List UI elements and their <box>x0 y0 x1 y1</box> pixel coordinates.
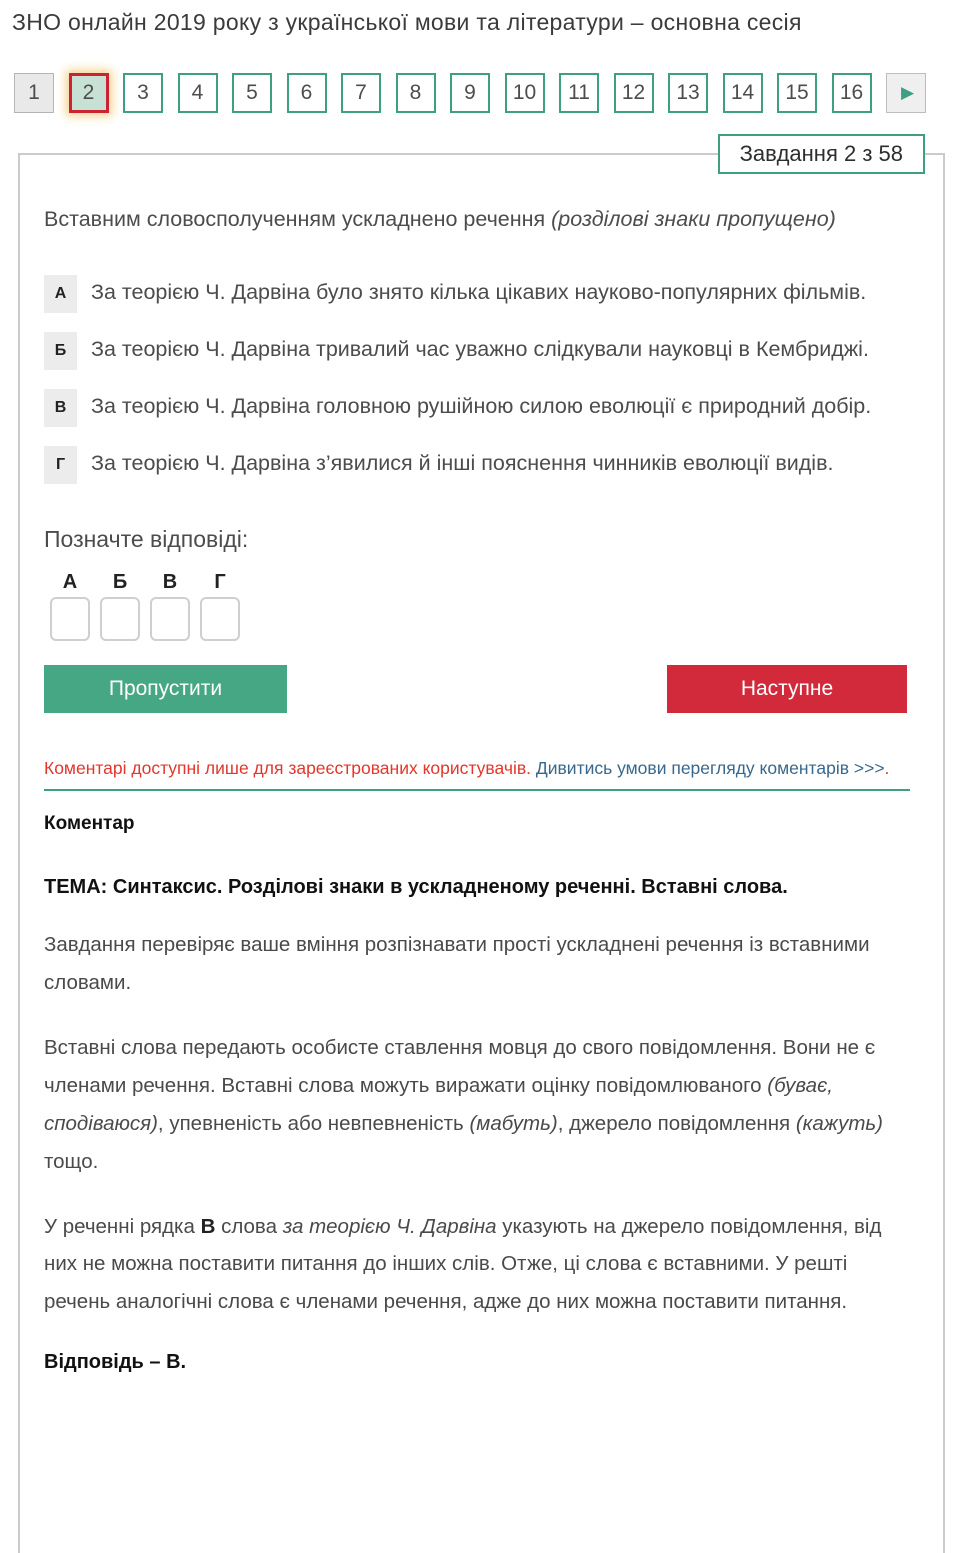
option-b <box>44 332 919 370</box>
tab-5[interactable]: 5 <box>232 73 272 113</box>
tab-4[interactable]: 4 <box>178 73 218 113</box>
next-button[interactable]: Наступне <box>667 665 907 713</box>
option-a-letter-badge: А <box>44 275 77 313</box>
option-v-text: За теорією Ч. Дарвіна головною рушійною силою еволюції є природний добір. <box>91 394 872 419</box>
comments-notice <box>44 757 910 791</box>
tab-9[interactable]: 9 <box>450 73 490 113</box>
checkbox-g[interactable] <box>200 597 240 641</box>
comments-restricted-text: Коментарі доступні лише для зареєстрованих користувачів. <box>44 758 536 779</box>
comment-paragraph-1: Завдання перевіряє ваше вміння розпізнавати прості ускладнені речення із вставними словами. <box>44 933 870 994</box>
options-list <box>44 275 919 484</box>
tab-6[interactable]: 6 <box>287 73 327 113</box>
option-a <box>44 275 919 313</box>
action-buttons <box>44 665 907 713</box>
checkbox-b[interactable] <box>100 597 140 641</box>
tab-13[interactable]: 13 <box>668 73 708 113</box>
tab-2-active[interactable]: 2 <box>69 73 109 113</box>
tab-1[interactable]: 1 <box>14 73 54 113</box>
next-page-arrow-icon[interactable]: ▶ <box>886 73 926 113</box>
option-v <box>44 389 919 427</box>
mark-answers-label: Позначте відповіді: <box>44 526 249 553</box>
tab-11[interactable]: 11 <box>559 73 599 113</box>
comments-terms-link[interactable]: Дивитись умови перегляду коментарів >>> <box>535 758 885 779</box>
answer-line: Відповідь – В. <box>44 1351 187 1374</box>
checkbox-v[interactable] <box>150 597 190 641</box>
choice-letter-row <box>50 571 919 594</box>
option-b-letter-badge: Б <box>44 332 77 370</box>
tab-12[interactable]: 12 <box>614 73 654 113</box>
tab-3[interactable]: 3 <box>123 73 163 113</box>
comment-paragraph-2: Вставні слова передають особисте ставлення мовця до свого повідомлення. Вони не є членами речення. Вставні слова можуть виражати оцінку повідомлюваного (буває, сподіваюся), упевненість або невпевненість (мабуть), джерело повідомлення (кажуть) тощо. <box>44 1035 884 1173</box>
comments-link-period: . <box>884 758 890 779</box>
option-g-text: За теорією Ч. Дарвіна з’явилися й інші пояснення чинників еволюції видів. <box>91 451 834 476</box>
checkbox-a[interactable] <box>50 597 90 641</box>
tab-15[interactable]: 15 <box>777 73 817 113</box>
choice-letter-g: Г <box>214 571 226 594</box>
question-note: (розділові знаки пропущено) <box>551 207 836 231</box>
option-v-letter-badge: В <box>44 389 77 427</box>
question-pagination <box>14 73 967 113</box>
page-title: ЗНО онлайн 2019 року з української мови та літератури – основна сесія <box>12 9 802 35</box>
comment-tema: ТЕМА: Синтаксис. Розділові знаки в ускладненому реченні. Вставні слова. <box>44 876 788 898</box>
tab-10[interactable]: 10 <box>505 73 545 113</box>
option-a-text: За теорією Ч. Дарвіна було знято кілька цікавих науково-популярних фільмів. <box>91 280 867 305</box>
tab-16[interactable]: 16 <box>832 73 872 113</box>
option-g <box>44 446 919 484</box>
tab-14[interactable]: 14 <box>723 73 763 113</box>
choice-checkbox-row <box>50 597 919 641</box>
skip-button[interactable]: Пропустити <box>44 665 287 713</box>
tab-7[interactable]: 7 <box>341 73 381 113</box>
choice-letter-b: Б <box>112 571 128 594</box>
task-panel <box>18 141 945 1553</box>
comment-paragraph-3: У реченні рядка В слова за теорією Ч. Дарвіна указують на джерело повідомлення, від них не можна поставити питання до інших слів. Отже, ці слова є вставними. У решті речень аналогічні слова є членами речення, адже до них можна поставити питання. <box>44 1214 882 1314</box>
tab-8[interactable]: 8 <box>396 73 436 113</box>
question-text: Вставним словосполученням ускладнено речення (розділові знаки пропущено) <box>44 207 836 231</box>
task-counter-badge: Завдання 2 з 58 <box>718 134 925 174</box>
option-b-text: За теорією Ч. Дарвіна тривалий час уважно слідкували науковці в Кембриджі. <box>91 337 869 362</box>
choice-letter-a: А <box>62 571 78 594</box>
choice-letter-v: В <box>162 571 178 594</box>
option-g-letter-badge: Г <box>44 446 77 484</box>
comment-heading: Коментар <box>44 813 135 834</box>
